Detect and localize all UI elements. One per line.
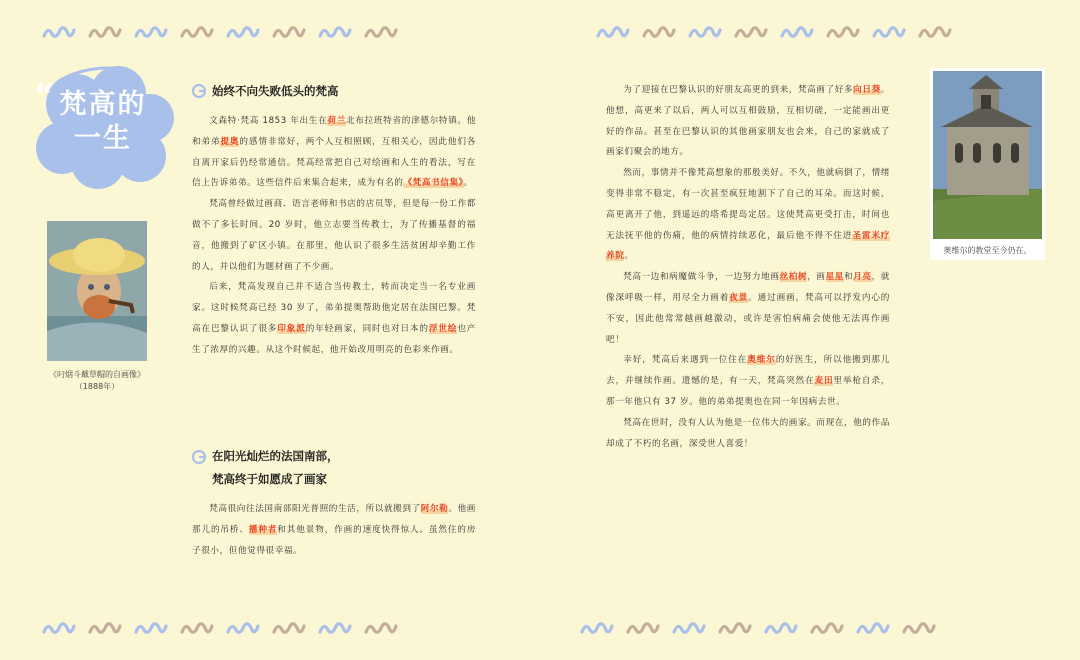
portrait-caption <box>40 369 154 393</box>
top-right-squiggle-border <box>596 24 964 40</box>
squiggle-icon <box>226 24 260 40</box>
squiggle-icon <box>596 24 630 40</box>
paragraph <box>192 194 476 277</box>
auvers-church-image <box>933 71 1042 239</box>
squiggle-icon <box>872 24 906 40</box>
paragraph <box>606 267 890 350</box>
paragraph-text: 然而，事情并不像梵高想象的那般美好。不久，他就病倒了，情绪变得非常不稳定，有一次甚至疯狂地割下了自己的耳朵。而这时候，高更离开了他，到遥远的塔希提岛定居。这使梵高更受打击，时间也无法抚平他的伤痛，他的病情持续恶化，最后他不得不住进 <box>606 168 890 241</box>
paragraph-text: 后来，梵高发现自己并不适合当传教士，转而决定当一名专业画家。这时候梵高已经 30 岁了，弟弟提奥帮助他定居在法国巴黎。梵高在巴黎认识了很多 <box>192 282 476 334</box>
highlighted-term: 星星 <box>825 272 844 283</box>
portrait-caption-year: （1888年） <box>74 382 120 391</box>
paragraph-text: 里举枪自杀，那一年他只有 37 岁。他的弟弟提奥也在同一年因病去世。 <box>606 376 890 407</box>
squiggle-icon <box>318 24 352 40</box>
squiggle-icon <box>134 24 168 40</box>
highlighted-term: 提奥 <box>220 136 240 147</box>
paragraph-text: 幸好，梵高后来遇到一位住在 <box>623 355 748 366</box>
spiral-icon <box>192 450 206 464</box>
squiggle-icon <box>764 620 798 636</box>
top-left-squiggle-border <box>42 24 410 40</box>
paragraph-text: 和其他景物，作画的速度快得惊人。虽然住的房子很小，但他觉得很幸福。 <box>192 524 476 556</box>
page-title-line-1: 梵高的 <box>59 89 147 120</box>
paragraph-text: 。通过画画，梵高可以抒发内心的不安，因此他常常越画越激动，或许是害怕病痛会使他无法再作画吧！ <box>606 292 890 345</box>
highlighted-term: 播种者 <box>248 524 278 535</box>
squiggle-icon <box>718 620 752 636</box>
paragraph-text: 梵高在世时，没有人认为他是一位伟大的画家。而现在，他的作品却成了不朽的名画，深受世人喜爱！ <box>606 417 890 449</box>
squiggle-icon <box>88 24 122 40</box>
squiggle-icon <box>626 620 660 636</box>
squiggle-icon <box>134 620 168 636</box>
paragraph-text: 。 <box>624 251 634 262</box>
section-2-body <box>192 499 476 561</box>
squiggle-icon <box>42 24 76 40</box>
paragraph-text: ，画 <box>807 272 826 283</box>
paragraph-text: 。 <box>463 178 473 189</box>
highlighted-term: 浮世绘 <box>428 323 458 334</box>
squiggle-icon <box>364 24 398 40</box>
paragraph <box>192 111 476 194</box>
section-2-heading-line-2: 梵高终于如愿成了画家 <box>212 472 327 486</box>
squiggle-icon <box>272 24 306 40</box>
paragraph-text: 。他想，高更来了以后，两人可以互相鼓励，互相切磋，一定能画出更好的作品。甚至在巴黎认识的其他画家朋友也会来，自己的家就成了画家们聚会的地方。 <box>606 85 890 158</box>
squiggle-icon <box>672 620 706 636</box>
page-title-line-2: 一生 <box>74 123 132 154</box>
paragraph <box>192 277 476 360</box>
paragraph-text: 北布拉班特省的津德尔特镇。他和弟弟 <box>192 116 477 147</box>
highlighted-term: 月亮 <box>853 272 872 283</box>
highlighted-term: 奥维尔 <box>747 355 776 366</box>
squiggle-icon <box>364 620 398 636</box>
paragraph-text: 。他画那儿的吊桥、 <box>192 504 476 535</box>
squiggle-icon <box>180 620 214 636</box>
page-title <box>48 88 158 156</box>
paragraph <box>606 80 890 163</box>
paragraph <box>192 499 476 561</box>
quote-mark-icon: “ <box>34 78 54 113</box>
section-2-heading-line-1: 在阳光灿烂的法国南部， <box>212 449 339 463</box>
church-photo-caption: 奥维尔的教堂至今仍在。 <box>943 246 1032 255</box>
squiggle-icon <box>810 620 844 636</box>
squiggle-icon <box>918 24 952 40</box>
highlighted-term: 阿尔勒 <box>420 504 449 514</box>
paragraph-text: 文森特·梵高 1853 年出生在 <box>209 116 328 126</box>
church-photo-frame <box>930 68 1045 260</box>
highlighted-term: 向日葵 <box>853 85 881 95</box>
section-1-heading-text: 始终不向失败低头的梵高 <box>212 84 339 98</box>
squiggle-icon <box>642 24 676 40</box>
bottom-right-squiggle-border <box>580 620 948 636</box>
highlighted-term: 丝柏树 <box>779 272 808 283</box>
self-portrait-image <box>47 221 147 361</box>
paragraph-text: 也产生了浓厚的兴趣。从这个时候起，他开始改用明亮的色彩来作画。 <box>192 323 476 355</box>
squiggle-icon <box>180 24 214 40</box>
squiggle-icon <box>902 620 936 636</box>
paragraph-text: 和 <box>844 272 854 283</box>
highlighted-term: 荷兰 <box>327 116 346 126</box>
section-1-body <box>192 111 476 361</box>
squiggle-icon <box>580 620 614 636</box>
highlighted-term: 《梵高书信集》 <box>403 178 464 189</box>
squiggle-icon <box>780 24 814 40</box>
highlighted-term: 夜景 <box>729 292 749 303</box>
squiggle-icon <box>88 620 122 636</box>
spiral-icon <box>192 84 206 98</box>
squiggle-icon <box>272 620 306 636</box>
paragraph-text: 的年轻画家，同时也对日本的 <box>305 323 429 334</box>
paragraph-text: 的好医生，所以他搬到那儿去，并继续作画。遗憾的是，有一天，梵高突然在 <box>606 355 890 387</box>
paragraph-text: 梵高一边和病魔做斗争，一边努力地画 <box>623 272 780 283</box>
paragraph <box>606 413 890 455</box>
squiggle-icon <box>734 24 768 40</box>
paragraph <box>606 350 890 412</box>
section-2-heading <box>192 445 339 491</box>
squiggle-icon <box>856 620 890 636</box>
squiggle-icon <box>226 620 260 636</box>
portrait-caption-title: 《叼烟斗戴草帽的自画像》 <box>49 370 145 379</box>
paragraph-text: 梵高曾经做过画商、语言老师和书店的店员等，但是每一份工作都做不了多长时间。20 岁时，他立志要当传教士，为了传播基督的福音，他搬到了矿区小镇。在那里，他认识了很多生活贫困却辛勤工作的人，并以他们为题材画了不少画。 <box>192 199 476 272</box>
highlighted-term: 麦田 <box>814 376 834 387</box>
squiggle-icon <box>318 620 352 636</box>
paragraph-text: ，就像深呼吸一样，用尽全力画着 <box>606 272 891 303</box>
bottom-left-squiggle-border <box>42 620 410 636</box>
squiggle-icon <box>42 620 76 636</box>
highlighted-term: 印象派 <box>277 323 306 334</box>
section-1-heading <box>192 80 339 103</box>
squiggle-icon <box>826 24 860 40</box>
highlighted-term: 圣雷米疗养院 <box>606 230 890 262</box>
paragraph-text: 为了迎接在巴黎认识的好朋友高更的到来，梵高画了好多 <box>623 85 854 95</box>
right-page-body <box>606 80 890 454</box>
paragraph <box>606 163 890 267</box>
squiggle-icon <box>688 24 722 40</box>
paragraph-text: 梵高很向往法国南部阳光普照的生活，所以就搬到了 <box>209 504 421 514</box>
paragraph-text: 的感情非常好，两个人互相照顾，互相关心，因此他们各自离开家后仍经常通信。梵高经常把自己对绘画和人生的看法，写在信上告诉弟弟。这些信件后来集合起来，成为有名的 <box>192 136 476 189</box>
